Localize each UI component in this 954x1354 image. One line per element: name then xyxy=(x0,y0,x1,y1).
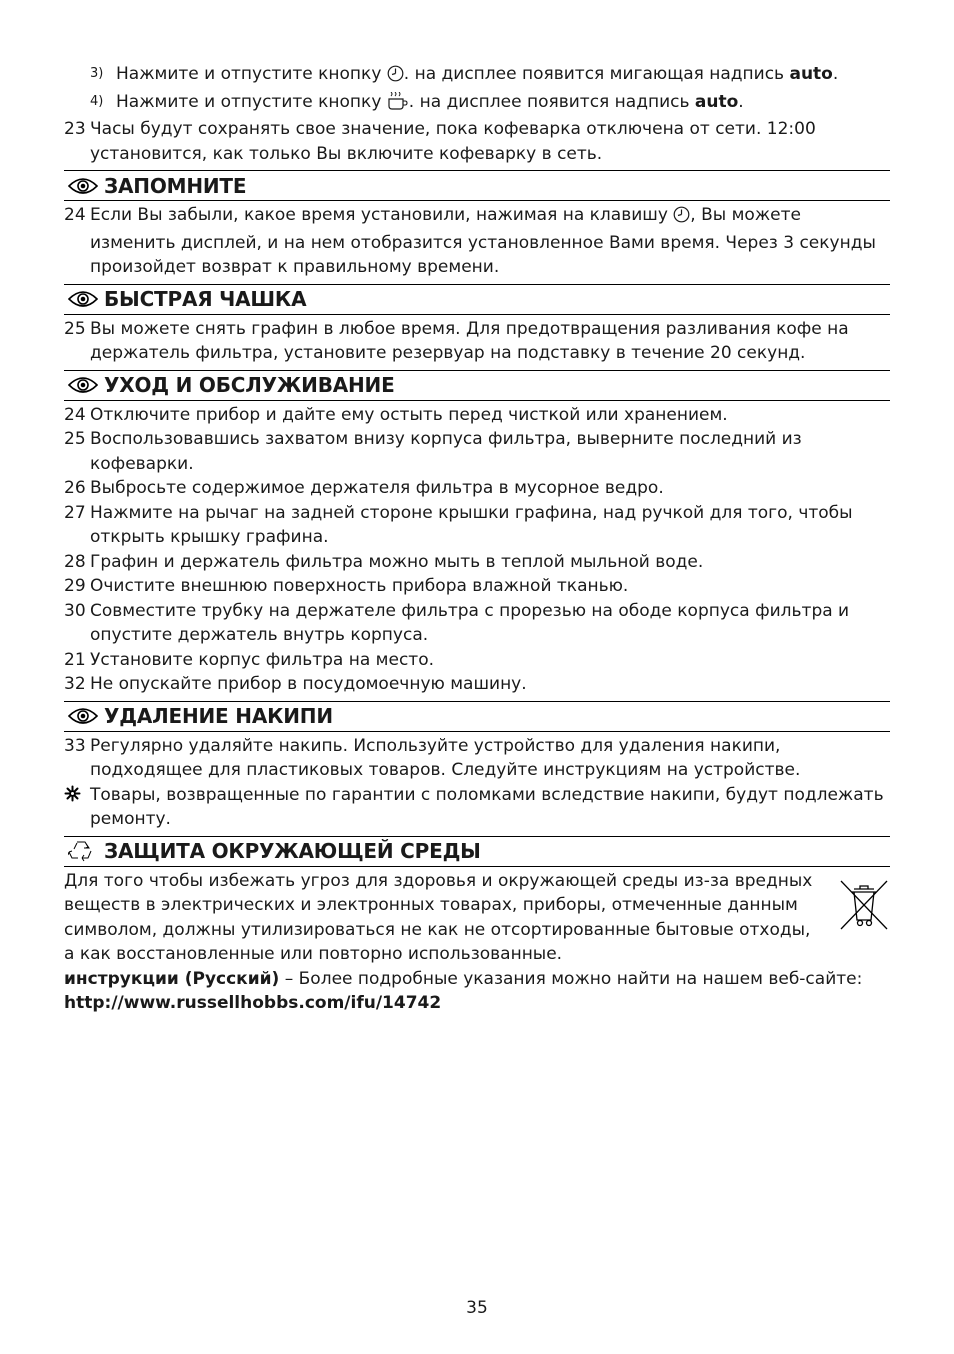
list-item xyxy=(64,599,890,648)
step-4: 4) Нажмите и отпустите кнопку . на дисплее появится надпись auto. xyxy=(64,90,890,118)
list-item xyxy=(64,672,890,697)
step-number: 3) xyxy=(90,66,104,81)
item-number: 28 xyxy=(64,551,86,572)
section-heading-remember xyxy=(64,170,890,201)
list-item xyxy=(64,550,890,575)
list-item xyxy=(64,317,890,366)
item-text: Регулярно удаляйте накипь. Используйте устройство для удаления накипи, подходящее для пластиковых товаров. Следуйте инструкциям на устройстве. xyxy=(90,735,801,780)
list-item xyxy=(64,734,890,783)
item-text: Совместите трубку на держателе фильтра с прорезью на ободе корпуса фильтра и опустите держатель внутрь корпуса. xyxy=(90,600,850,645)
item-text: Товары, возвращенные по гарантии с поломками вследствие накипи, будут подлежать ремонту. xyxy=(90,784,884,829)
step-3: 3) Нажмите и отпустите кнопку . на дисплее появится мигающая надпись auto. xyxy=(64,62,890,90)
list-item xyxy=(64,403,890,428)
item-text: Выбросьте содержимое держателя фильтра в мусорное ведро. xyxy=(90,478,664,498)
eye-icon xyxy=(68,707,98,725)
section-heading-environment xyxy=(64,836,890,867)
list-item xyxy=(64,648,890,673)
item-text: Графин и держатель фильтра можно мыть в теплой мыльной воде. xyxy=(90,551,704,572)
instructions-line xyxy=(64,967,890,992)
section-heading-care xyxy=(64,370,890,401)
list-item xyxy=(64,427,890,476)
eye-icon xyxy=(68,177,98,195)
page-number: 35 xyxy=(466,1298,488,1318)
keep-warm-icon xyxy=(387,92,409,118)
item-number: 30 xyxy=(64,600,86,621)
item-number: 26 xyxy=(64,478,86,498)
section-title: ЗАПОМНИТЕ xyxy=(104,173,247,198)
website-link[interactable]: http://www.russellhobbs.com/ifu/14742 xyxy=(64,993,442,1013)
recycle-icon xyxy=(68,842,98,860)
list-item xyxy=(64,476,890,501)
crossed-out-wheelie-bin-icon xyxy=(838,877,890,933)
warning-star-icon xyxy=(64,783,81,808)
instructions-label: инструкции (Русский) xyxy=(64,968,280,989)
item-text: Нажмите на рычаг на задней стороне крышки графина, над ручкой для того, чтобы открыть крышку графина. xyxy=(90,502,853,547)
item-text: Вы можете снять графин в любое время. Для предотвращения разливания кофе на держатель фильтра, установите резервуар на подставку в течение 20 секунд. xyxy=(90,318,849,363)
section-title: УДАЛЕНИЕ НАКИПИ xyxy=(104,704,333,728)
item-text: Установите корпус фильтра на место. xyxy=(90,649,435,670)
item-number: 24 xyxy=(64,404,86,425)
item-number: 21 xyxy=(64,649,86,670)
section-title: УХОД И ОБСЛУЖИВАНИЕ xyxy=(104,373,395,397)
section-heading-quick-cup xyxy=(64,284,890,315)
eye-icon xyxy=(68,376,98,394)
step-number: 4) xyxy=(90,93,104,109)
item-text: Воспользовавшись захватом внизу корпуса фильтра, выверните последний из кофеварки. xyxy=(90,429,802,474)
section-title: БЫСТРАЯ ЧАШКА xyxy=(104,287,307,311)
item-number: 32 xyxy=(64,674,86,694)
section-heading-descale xyxy=(64,701,890,732)
item-number: 33 xyxy=(64,735,86,756)
manual-page xyxy=(64,62,890,1016)
item-number: 29 xyxy=(64,576,86,596)
eye-icon xyxy=(68,290,98,308)
list-item xyxy=(64,574,890,599)
clock-icon xyxy=(673,206,690,231)
list-item: 24 Если Вы забыли, какое время установили, нажимая на клавишу , Вы можете изменить дисплей, и на нем отобразится установленное Вами время. Через 3 секунды произойдет возврат к правильному времени. xyxy=(64,205,876,277)
instructions-text: – Более подробные указания можно найти на нашем веб-сайте: xyxy=(279,968,863,989)
item-text: Отключите прибор и дайте ему остыть перед чисткой или хранением. xyxy=(90,404,728,425)
item-number: 25 xyxy=(64,318,86,339)
section-title: ЗАЩИТА ОКРУЖАЮЩЕЙ СРЕДЫ xyxy=(104,839,481,863)
item-text: Очистите внешнюю поверхность прибора влажной тканью. xyxy=(90,576,629,596)
clock-icon xyxy=(387,65,404,90)
item-number: 27 xyxy=(64,502,86,523)
list-item xyxy=(64,501,890,550)
item-number: 25 xyxy=(64,429,86,449)
item-text: Часы будут сохранять свое значение, пока кофеварка отключена от сети. 12:00 установится, как только Вы включите кофеварку в сеть. xyxy=(90,119,816,164)
list-item xyxy=(64,783,890,832)
item-text: Не опускайте прибор в посудомоечную машину. xyxy=(90,674,527,694)
item-number: 23 xyxy=(64,119,86,139)
environment-block xyxy=(64,869,890,967)
item-number: 24 xyxy=(64,205,86,225)
environment-text: Для того чтобы избежать угроз для здоровья и окружающей среды из-за вредных веществ в электрических и электронных товарах, приборы, отмеченные данным символом, должны утилизироваться не как не отсортированные бытовые отходы, а как восстановленные или повторно использованные. xyxy=(64,870,813,964)
list-item xyxy=(64,117,890,166)
